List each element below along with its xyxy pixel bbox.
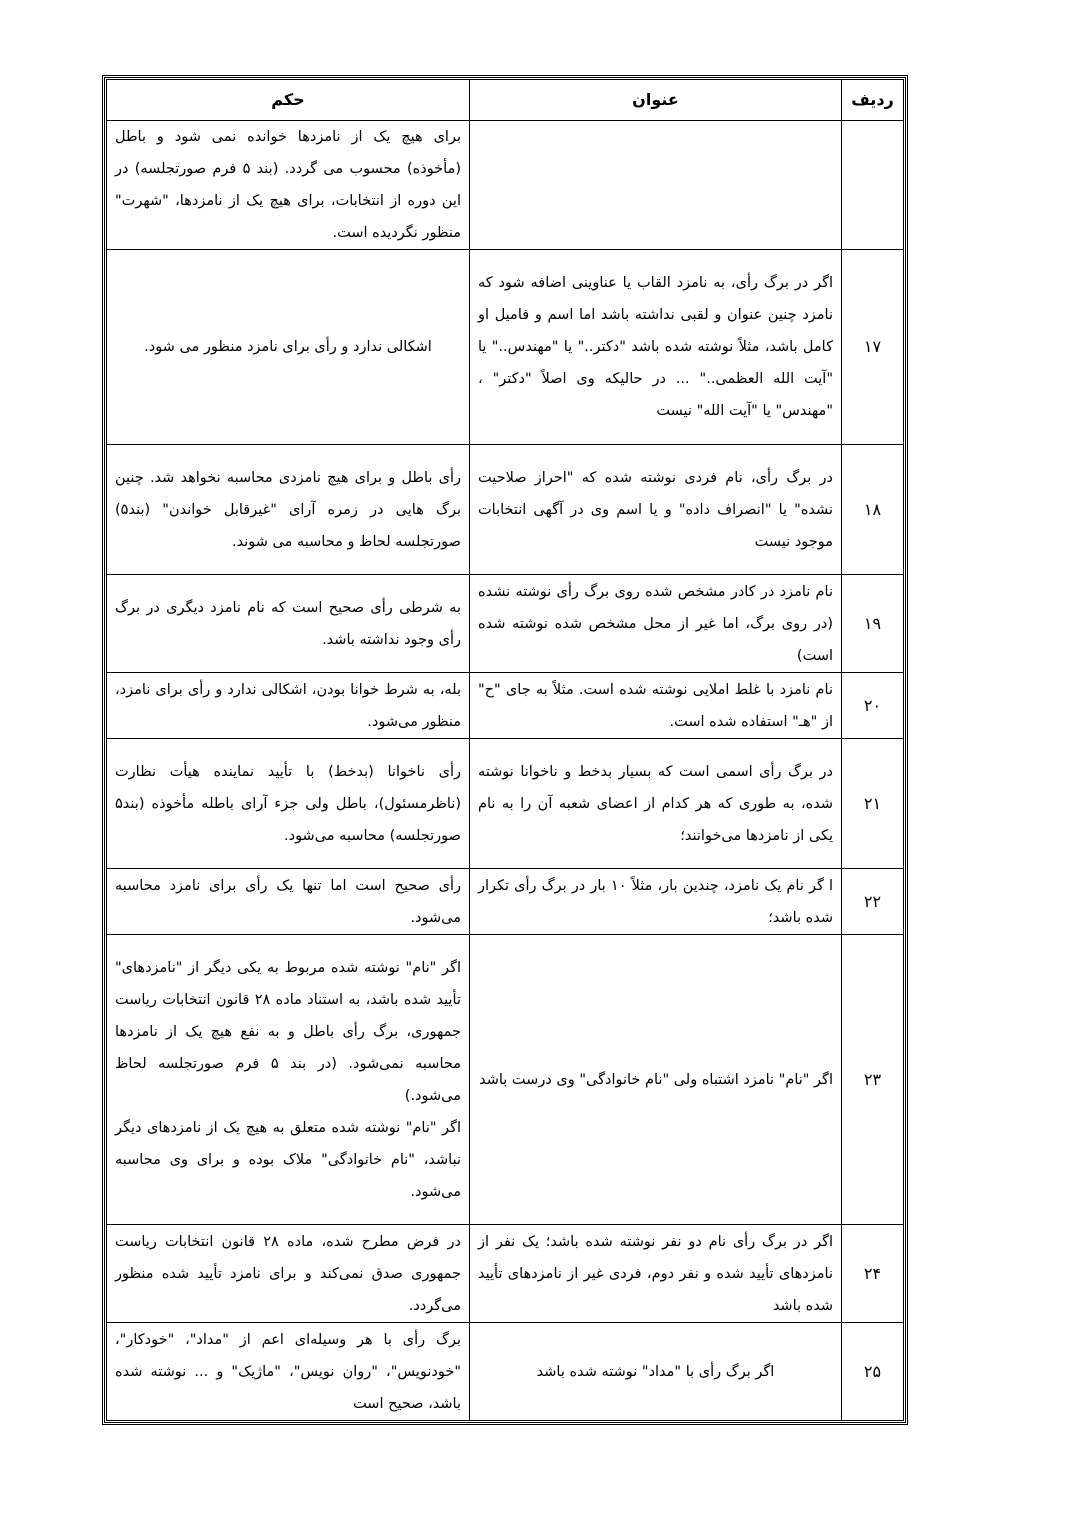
row-number: ۲۵ [842,1323,904,1421]
row-ruling: بله، به شرط خوانا بودن، اشکالی ندارد و رأی برای نامزد، منظور می‌شود. [107,673,470,739]
row-number: ۱۸ [842,445,904,575]
rules-table [106,79,904,1421]
table-row [107,869,904,935]
table-row [107,673,904,739]
table-row [107,250,904,445]
row-ruling: رأی صحیح است اما تنها یک رأی برای نامزد محاسبه می‌شود. [107,869,470,935]
row-title: اگر برگ رأی با "مداد" نوشته شده باشد [470,1323,842,1421]
row-number: ۲۱ [842,739,904,869]
row-ruling: رأی ناخوانا (بدخط) با تأیید نماینده هیأت نظارت (ناظرمسئول)، باطل ولی جزء آرای باطله مأخوذه (بند۵ صورتجلسه) محاسبه می‌شود. [107,739,470,869]
row-title: اگر در برگ رأی، به نامزد القاب یا عناوینی اضافه شود که نامزد چنین عنوان و لقبی نداشته باشد اما اسم و فامیل او کامل باشد، مثلاً نوشته شده باشد "دکتر.." یا "مهندس.." یا "آیت الله العظمی.." ... در حالیکه وی اصلاً "دکتر" ، "مهندس" یا "آیت الله" نیست [470,250,842,445]
table-row [107,1323,904,1421]
row-title: نام نامزد با غلط املایی نوشته شده است. مثلاً به جای "ح" از "هـ" استفاده شده است. [470,673,842,739]
row-ruling: اشکالی ندارد و رأی برای نامزد منظور می شود. [107,250,470,445]
row-ruling: به شرطی رأی صحیح است که نام نامزد دیگری در برگ رأی وجود نداشته باشد. [107,575,470,673]
ruling-paragraph: اگر "نام" نوشته شده مربوط به یکی دیگر از "نامزدهای" تأیید شده باشد، به استناد ماده ۲۸ قانون انتخابات ریاست جمهوری، برگ رأی باطل و به نفع هیچ یک از نامزدها محاسبه نمی‌شود. (در بند ۵ فرم صورتجلسه لحاظ می‌شود.) [115,959,461,1104]
row-number: ۱۷ [842,250,904,445]
row-ruling: برگ رأی با هر وسیله‌ای اعم از "مداد"، "خودکار"، "خودنویس"، "روان نویس"، "ماژیک" و ... نوشته شده باشد، صحیح است [107,1323,470,1421]
row-ruling: در فرض مطرح شده، ماده ۲۸ قانون انتخابات ریاست جمهوری صدق نمی‌کند و برای نامزد تأیید شده منظور می‌گردد. [107,1225,470,1323]
table-row [107,121,904,250]
row-title: نام نامزد در کادر مشخص شده روی برگ رأی نوشته نشده (در روی برگ، اما غیر از محل مشخص شده نوشته شده است) [470,575,842,673]
row-number [842,121,904,250]
row-title: اگر "نام" نامزد اشتباه ولی "نام خانوادگی" وی درست باشد [470,935,842,1225]
header-ruling: حکم [107,80,470,121]
row-title: در برگ رأی اسمی است که بسیار بدخط و ناخوانا نوشته شده، به طوری که هر کدام از اعضای شعبه آن را به نام یکی از نامزدها می‌خوانند؛ [470,739,842,869]
header-title: عنوان [470,80,842,121]
row-number: ۲۲ [842,869,904,935]
table-row [107,935,904,1225]
table-row [107,1225,904,1323]
row-ruling: برای هیچ یک از نامزدها خوانده نمی شود و باطل (مأخوذه) محسوب می گردد. (بند ۵ فرم صورتجلسه) در این دوره از انتخابات، برای هیچ یک از نامزدها، "شهرت" منظور نگردیده است. [107,121,470,250]
row-title: ا گر نام یک نامزد، چندین بار، مثلاً ۱۰ بار در برگ رأی تکرار شده باشد؛ [470,869,842,935]
row-number: ۱۹ [842,575,904,673]
ruling-paragraph: اگر "نام" نوشته شده متعلق به هیچ یک از نامزدهای دیگر نباشد، "نام خانوادگی" ملاک بوده و برای وی محاسبه می‌شود. [115,1119,461,1200]
row-number: ۲۰ [842,673,904,739]
row-ruling: رأی باطل و برای هیچ نامزدی محاسبه نخواهد شد. چنین برگ هایی در زمره آرای "غیرقابل خواندن" (بند۵) صورتجلسه لحاظ و محاسبه می شوند. [107,445,470,575]
row-title: اگر در برگ رأی نام دو نفر نوشته شده باشد؛ یک نفر از نامزدهای تأیید شده و نفر دوم، فردی غیر از نامزدهای تأیید شده باشد [470,1225,842,1323]
table-row [107,739,904,869]
row-ruling [107,935,470,1225]
table-row [107,445,904,575]
header-row-number: ردیف [842,80,904,121]
table-row [107,575,904,673]
rules-table-frame [102,75,908,1425]
row-number: ۲۳ [842,935,904,1225]
row-title: در برگ رأی، نام فردی نوشته شده که "احراز صلاحیت نشده" یا "انصراف داده" و یا اسم وی در آگهی انتخابات موجود نیست [470,445,842,575]
row-number: ۲۴ [842,1225,904,1323]
table-header-row [107,80,904,121]
row-title [470,121,842,250]
